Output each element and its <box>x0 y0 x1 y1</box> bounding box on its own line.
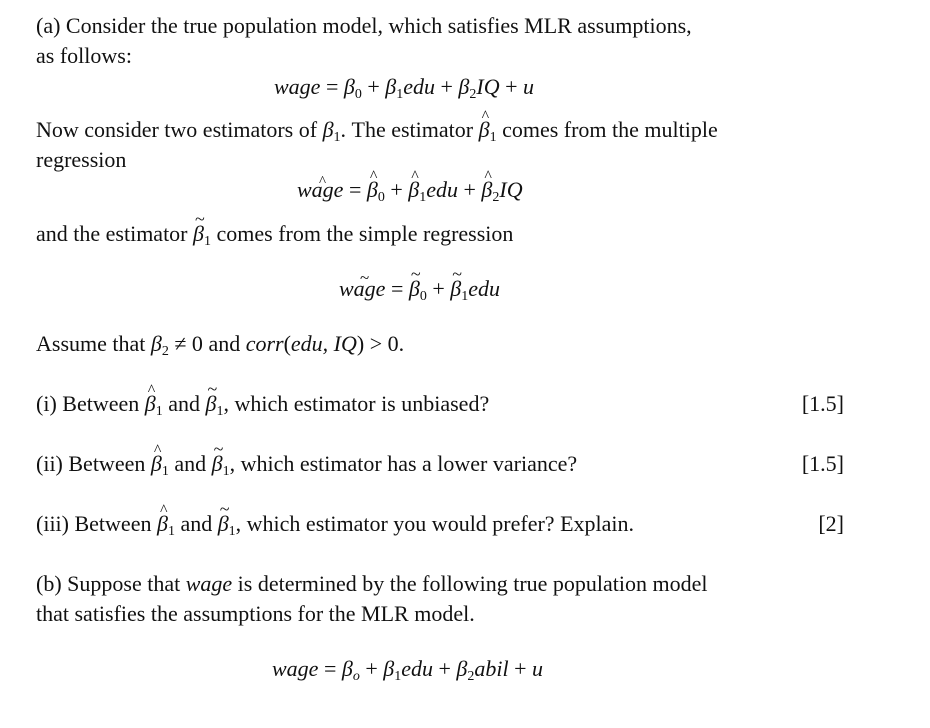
part-b-line2: that satisfies the assumptions for the MLR model. <box>36 601 475 626</box>
true-model-equation: wage = $\beta_0 + \beta_1edu + \beta_2IQ + u$ <box>274 74 535 102</box>
simple-regression-line: and the estimator ~ $\beta_1$ comes from the simple regression <box>36 219 513 249</box>
now-consider-line: Now consider two estimators of $\beta_1$. The estimator ^ $\beta_1$ comes from the multiple <box>36 115 718 145</box>
question-iii: (iii) Between ^ $\beta_1$ and ~ $\beta_1$, which estimator you would prefer? Explain. <box>36 509 634 539</box>
question-i: (i) Between ^ $\beta_1$ and ~ $\beta_1$, which estimator is unbiased? <box>36 389 489 419</box>
multiple-regression-equation: ^ wage = ^ $\beta_0$ + ^ $\beta_1edu$ + ^ $\beta_2IQ$ <box>297 175 523 205</box>
question-iii-marks: [2] <box>818 511 844 536</box>
part-b-equation: wage = $\beta_o + \beta_1edu$ + $\beta_2abil + u$ <box>272 656 544 684</box>
part-a-intro-line2: as follows: <box>36 43 132 68</box>
regression-word: regression <box>36 147 127 172</box>
part-a-intro-line1: (a) Consider the true population model, which satisfies MLR assumptions, <box>36 13 692 38</box>
assumption-line: Assume that $\beta_2 \ne 0$ and corr(edu, IQ) > 0. <box>36 331 405 359</box>
simple-regression-equation: ~ wage = ~ $\beta_0$ + ~ $\beta_1edu$ <box>339 274 500 304</box>
question-ii-marks: [1.5] <box>801 451 844 476</box>
question-i-marks: [1.5] <box>801 391 844 416</box>
question-ii: (ii) Between ^ $\beta_1$ and ~ $\beta_1$, which estimator has a lower variance? <box>36 449 577 479</box>
part-b-line1: (b) Suppose that wage is determined by the following true population model <box>36 571 708 596</box>
